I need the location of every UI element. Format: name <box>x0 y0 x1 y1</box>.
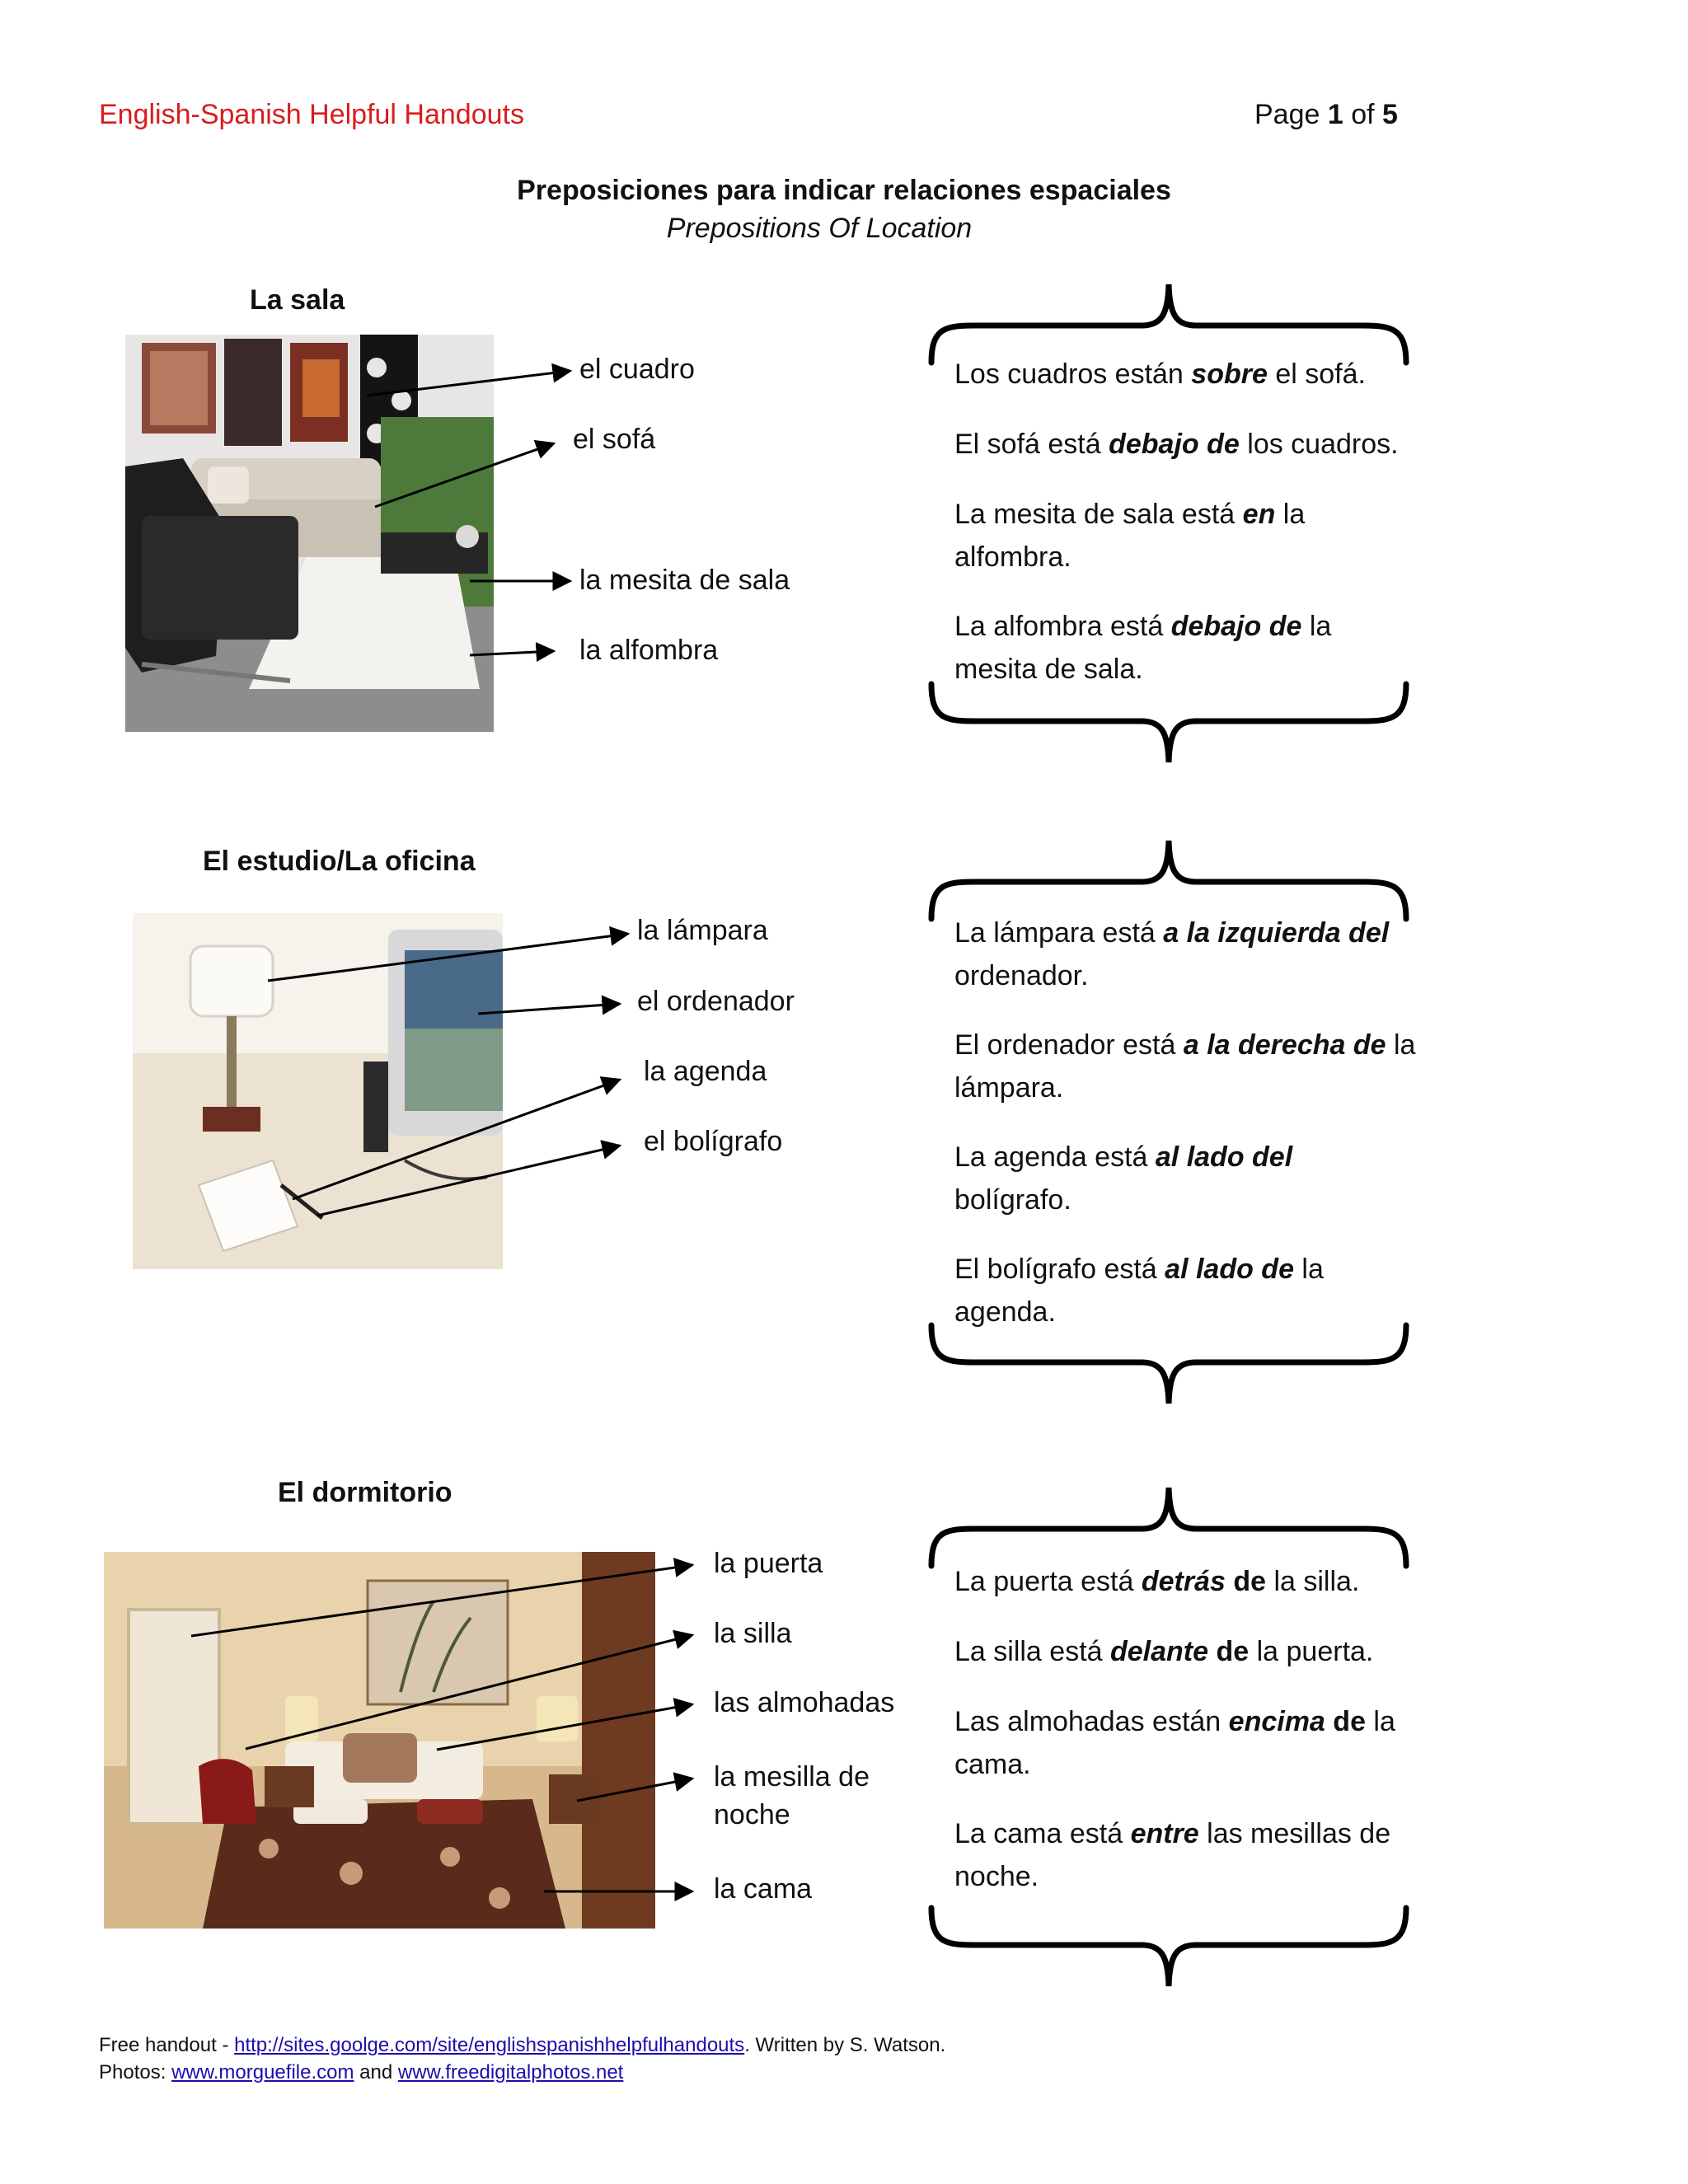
section-heading-estudio: El estudio/La oficina <box>203 846 476 877</box>
living-room-photo <box>125 335 494 732</box>
page-subtitle: Prepositions Of Location <box>666 213 973 244</box>
sentence-sala-3: La mesita de sala está en la alfombra. <box>954 499 1306 573</box>
label-la-mesilla-de-noche: la mesilla de noche <box>714 1761 870 1830</box>
sentence-estudio-2: El ordenador está a la derecha de la lámpara. <box>954 1029 1416 1104</box>
brace-top-estudio <box>931 841 1406 919</box>
label-la-silla: la silla <box>714 1618 792 1649</box>
page-total: 5 <box>1382 99 1398 130</box>
page-of: of <box>1343 99 1383 130</box>
brace-bottom-dormitorio <box>931 1908 1406 1986</box>
brace-bottom-sala <box>931 684 1406 762</box>
sentence-dormitorio-3: Las almohadas están encima de la cama. <box>954 1706 1395 1780</box>
sentence-estudio-1: La lámpara está a la izquierda del ordenador. <box>954 917 1390 991</box>
footer-line-1 <box>99 2032 945 2060</box>
sentence-dormitorio-1: La puerta está detrás de la silla. <box>954 1566 1360 1597</box>
morguefile-link[interactable]: www.morguefile.com <box>171 2061 354 2083</box>
label-el-cuadro: el cuadro <box>579 354 695 385</box>
section-heading-dormitorio: El dormitorio <box>278 1477 452 1508</box>
sentence-sala-1: Los cuadros están sobre el sofá. <box>954 359 1366 390</box>
label-la-alfombra: la alfombra <box>579 635 719 666</box>
photos-prefix: Photos: <box>99 2061 172 2083</box>
label-las-almohadas: las almohadas <box>714 1687 895 1718</box>
label-la-lampara: la lámpara <box>637 915 768 946</box>
page-current: 1 <box>1327 99 1343 130</box>
sentence-sala-4: La alfombra está debajo de la mesita de sala. <box>954 611 1332 685</box>
sentence-estudio-4: El bolígrafo está al lado de la agenda. <box>954 1254 1324 1328</box>
footer-site-link[interactable]: http://sites.goolge.com/site/englishspanishhelpfulhandouts <box>234 2034 745 2056</box>
section-heading-sala: La sala <box>250 284 345 316</box>
label-la-mesita-de-sala: la mesita de sala <box>579 565 790 596</box>
page-prefix: Page <box>1254 99 1328 130</box>
label-el-ordenador: el ordenador <box>637 986 795 1017</box>
sentence-dormitorio-2: La silla está delante de la puerta. <box>954 1636 1374 1667</box>
brace-bottom-estudio <box>931 1325 1406 1404</box>
header-title: English-Spanish Helpful Handouts <box>99 99 524 130</box>
office-photo <box>133 913 503 1269</box>
label-la-cama: la cama <box>714 1873 813 1905</box>
sentence-estudio-3: La agenda está al lado del bolígrafo. <box>954 1141 1293 1216</box>
footer-prefix: Free handout - <box>99 2034 235 2056</box>
photos-and: and <box>354 2061 398 2083</box>
brace-top-dormitorio <box>931 1488 1406 1566</box>
label-la-puerta: la puerta <box>714 1548 823 1579</box>
sentence-dormitorio-4: La cama está entre las mesillas de noche. <box>954 1818 1391 1892</box>
page-indicator <box>1254 99 1398 131</box>
sentence-sala-2: El sofá está debajo de los cuadros. <box>954 429 1399 460</box>
footer-line-2 <box>99 2059 623 2087</box>
freedigitalphotos-link[interactable]: www.freedigitalphotos.net <box>397 2061 624 2083</box>
label-el-sofa: el sofá <box>573 424 656 455</box>
label-la-agenda: la agenda <box>644 1056 767 1087</box>
footer-author: . Written by S. Watson. <box>744 2034 946 2056</box>
label-el-boligrafo: el bolígrafo <box>644 1126 783 1157</box>
brace-top-sala <box>931 284 1406 363</box>
page-title: Preposiciones para indicar relaciones espaciales <box>517 175 1171 206</box>
bedroom-photo <box>104 1552 655 1929</box>
